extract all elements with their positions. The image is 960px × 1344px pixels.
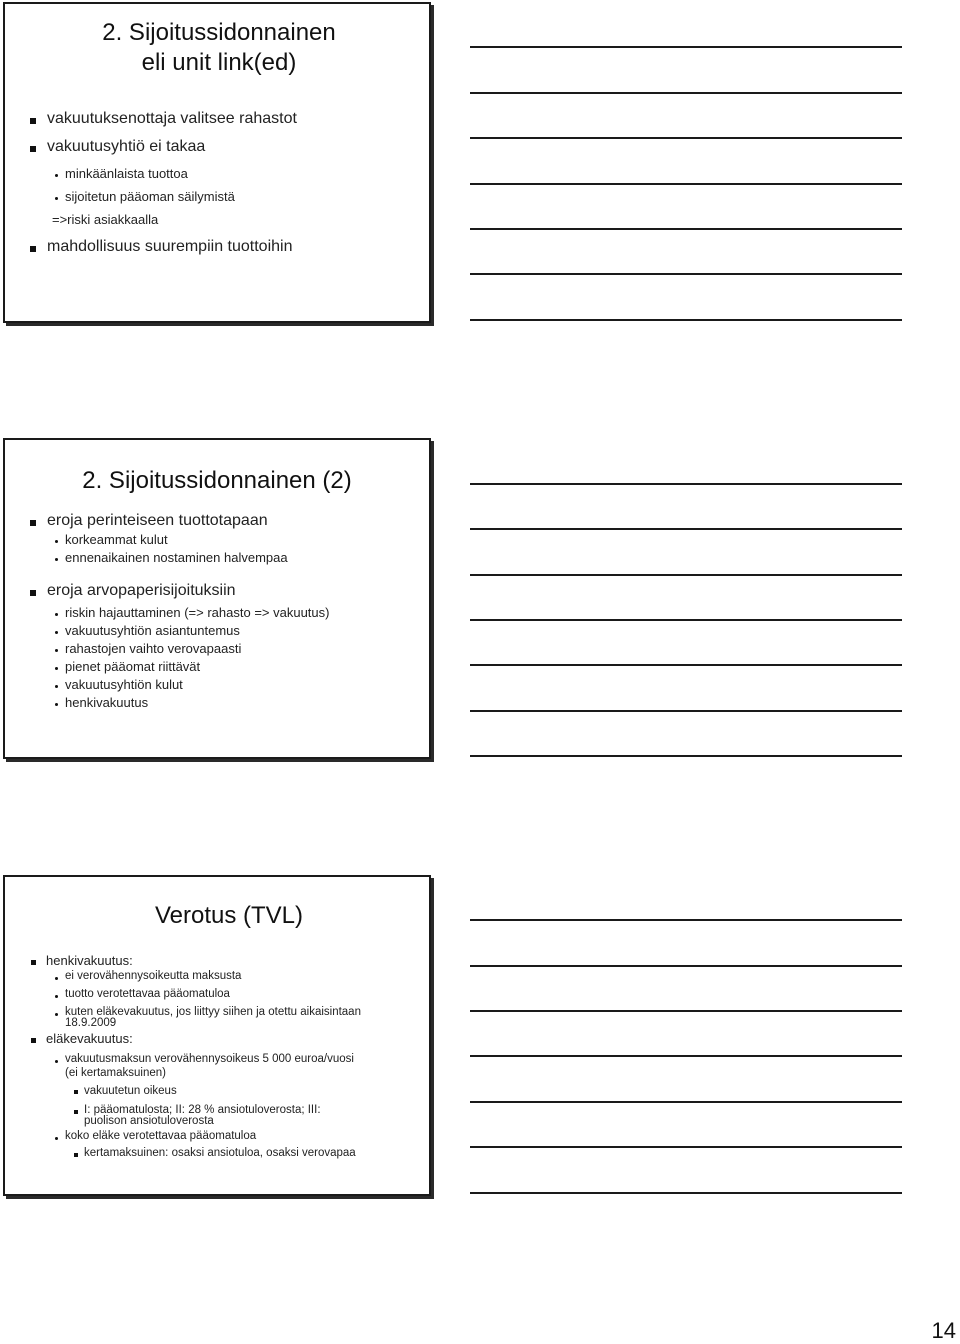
slide-1-item-6: mahdollisuus suurempiin tuottoihin (47, 238, 293, 255)
slide-3-item-9: koko eläke verotettavaa pääomatuloa (65, 1130, 257, 1142)
slide-2-item-1: eroja perinteiseen tuottotapaan (47, 512, 268, 529)
square-bullet-icon (30, 520, 36, 526)
slide-1-title (89, 18, 349, 78)
square-bullet-icon (30, 118, 36, 124)
dot-bullet-icon (55, 995, 58, 998)
note-line (470, 1146, 902, 1148)
note-line (470, 137, 902, 139)
dot-bullet-icon (55, 1137, 58, 1140)
square-bullet-icon (30, 246, 36, 252)
slide-1-item-5: =>riski asiakkaalla (52, 212, 159, 227)
slide-2-item-5: riskin hajauttaminen (=> rahasto => vakuutus) (65, 605, 330, 620)
note-line (470, 1101, 902, 1103)
note-line (470, 619, 902, 621)
slide-3-item-10: kertamaksuinen: osaksi ansiotuloa, osaksi verovapaa (84, 1147, 356, 1159)
note-line (470, 755, 902, 757)
note-line (470, 1192, 902, 1194)
note-line (470, 92, 902, 94)
note-line (470, 273, 902, 275)
note-line (470, 46, 902, 48)
slide-3-title (29, 901, 429, 931)
note-line (470, 919, 902, 921)
slide-3-item-5: eläkevakuutus: (46, 1031, 133, 1046)
dot-bullet-icon (55, 977, 58, 980)
slide-3-item-4: kuten eläkevakuutus, jos liittyy siihen ja otettu aikaisintaan (65, 1006, 361, 1018)
note-line (470, 965, 902, 967)
slide-1-item-2: vakuutusyhtiö ei takaa (47, 138, 206, 155)
dot-bullet-icon (55, 540, 58, 543)
slide-1 (3, 2, 431, 323)
dot-bullet-icon (55, 558, 58, 561)
slide-3-item-2: ei verovähennysoikeutta maksusta (65, 970, 242, 982)
slide-1-item-4: sijoitetun pääoman säilymistä (65, 189, 235, 204)
note-line (470, 528, 902, 530)
note-line (470, 319, 902, 321)
slide-2 (3, 438, 431, 759)
square-bullet-icon (30, 590, 36, 596)
slide-2-title-text: 2. Sijoitussidonnainen (2) (82, 467, 352, 494)
dot-bullet-icon (55, 174, 58, 177)
square-bullet-icon (31, 960, 36, 965)
slide-2-item-4: eroja arvopaperisijoituksiin (47, 582, 236, 599)
slide-3-item-4-cont: 18.9.2009 (65, 1017, 117, 1029)
square-bullet-icon (30, 146, 36, 152)
slide-2-item-7: rahastojen vaihto verovapaasti (65, 641, 242, 656)
slide-2-item-10: henkivakuutus (65, 695, 149, 710)
dot-bullet-icon (55, 685, 58, 688)
dot-bullet-icon (55, 613, 58, 616)
slide-3-item-6-cont: (ei kertamaksuinen) (65, 1067, 166, 1079)
dot-bullet-icon (55, 1060, 58, 1063)
square-bullet-icon (74, 1153, 78, 1157)
note-line (470, 1010, 902, 1012)
slide-1-item-3: minkäänlaista tuottoa (65, 166, 188, 181)
slide-2-item-9: vakuutusyhtiön kulut (65, 677, 183, 692)
dot-bullet-icon (55, 667, 58, 670)
note-line (470, 710, 902, 712)
note-line (470, 228, 902, 230)
slide-3-title-text: Verotus (TVL) (154, 902, 304, 929)
note-line (470, 1055, 902, 1057)
note-line (470, 483, 902, 485)
square-bullet-icon (74, 1090, 78, 1094)
slide-2-item-8: pienet pääomat riittävät (65, 659, 201, 674)
dot-bullet-icon (55, 649, 58, 652)
slide-2-item-3: ennenaikainen nostaminen halvempaa (65, 550, 288, 565)
slide-2-item-2: korkeammat kulut (65, 532, 168, 547)
square-bullet-icon (74, 1110, 78, 1114)
dot-bullet-icon (55, 631, 58, 634)
note-line (470, 574, 902, 576)
dot-bullet-icon (55, 703, 58, 706)
dot-bullet-icon (55, 1013, 58, 1016)
slide-2-item-6: vakuutusyhtiön asiantuntemus (65, 623, 240, 638)
note-line (470, 183, 902, 185)
slide-1-title-text: 2. Sijoitussidonnainen eli unit link(ed) (102, 19, 336, 76)
page-number: 14 (931, 1318, 956, 1343)
slide-3-item-8: I: pääomatulosta; II: 28 % ansiotuloverosta; III: (84, 1104, 321, 1116)
note-line (470, 664, 902, 666)
slide-1-item-1: vakuutuksenottaja valitsee rahastot (47, 110, 297, 127)
square-bullet-icon (31, 1038, 36, 1043)
dot-bullet-icon (55, 197, 58, 200)
slide-3-item-8-cont: puolison ansiotuloverosta (84, 1115, 214, 1127)
slide-3-item-6: vakuutusmaksun verovähennysoikeus 5 000 euroa/vuosi (65, 1053, 354, 1065)
slide-3-item-3: tuotto verotettavaa pääomatuloa (65, 988, 230, 1000)
slide-2-title (5, 466, 429, 496)
slide-3-item-1: henkivakuutus: (46, 953, 133, 968)
slide-3 (3, 875, 431, 1196)
slide-3-item-7: vakuutetun oikeus (84, 1085, 177, 1097)
